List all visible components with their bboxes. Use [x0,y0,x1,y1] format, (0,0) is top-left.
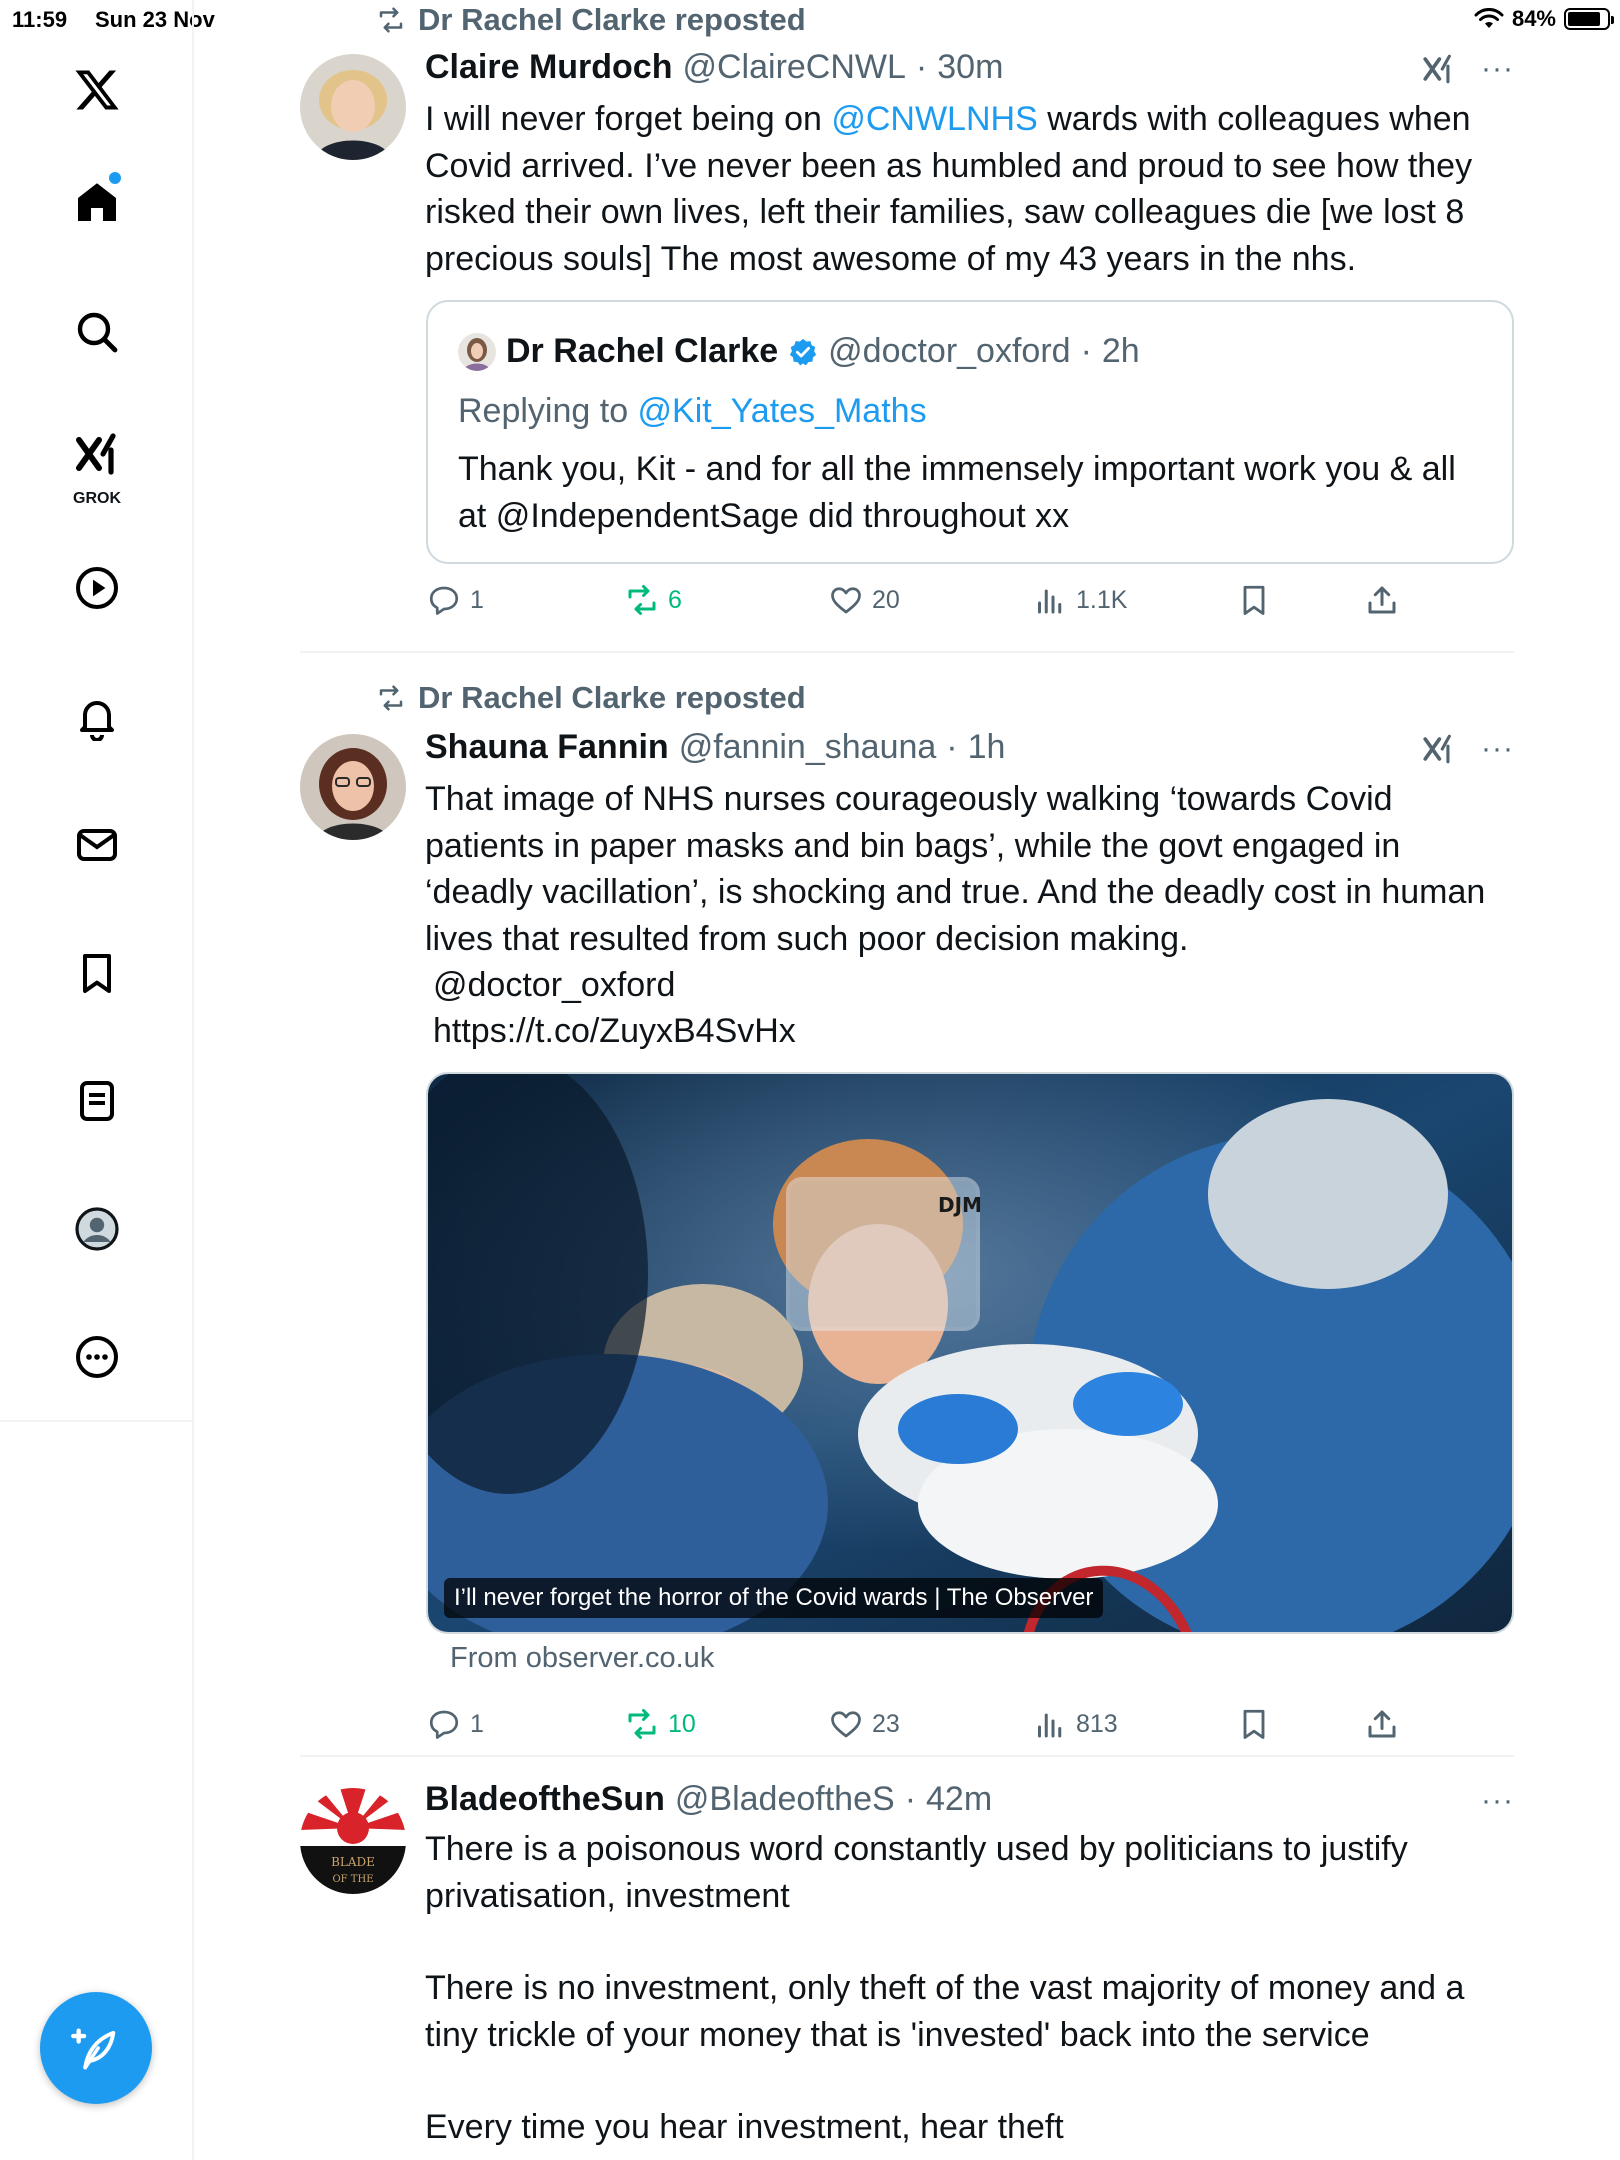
post-paragraph: There is no investment, only theft of the vast majority of money and a tiny trickle of your money that is 'invested' back into the service [425,1969,1465,2054]
like-button[interactable] [828,582,900,618]
post-text: That image of NHS nurses courageously walking ‘towards Covid patients in paper masks and bin bags’, while the govt engaged in ‘deadly vacillation’, is shocking and true. And the deadly cost in human lives that resulted from such poor decision making. [425,780,1486,958]
card-caption: I’ll never forget the horror of the Covid wards | The Observer [444,1578,1103,1618]
dot-separator: · [946,728,958,766]
author-name[interactable]: Claire Murdoch [425,48,673,86]
avatar-text-line1: BLADE [331,1855,375,1869]
views-button[interactable] [1032,582,1127,618]
status-right [1474,6,1610,32]
replying-to [458,388,1488,435]
repost-indicator [376,2,806,38]
avatar-image [300,54,406,160]
replying-to-link[interactable]: @Kit_Yates_Maths [637,392,927,430]
like-count: 20 [872,585,900,614]
avatar-text-line2: OF THE [332,1874,374,1885]
reply-icon [426,582,462,618]
author-name[interactable]: BladeoftheSun [425,1780,665,1818]
post-divider [300,651,1514,653]
nav-video[interactable] [57,548,137,628]
nav-lists[interactable] [57,1061,137,1141]
replying-prefix: Replying to [458,392,638,430]
quote-author-row [458,332,1140,371]
verified-badge-icon [788,337,818,367]
author-handle[interactable]: @ClaireCNWL [682,48,906,86]
repost-icon [624,582,660,618]
bookmark-icon [1236,1706,1272,1742]
share-icon [1364,1706,1400,1742]
author-handle[interactable]: @BladeoftheS [674,1780,895,1818]
quote-time: 2h [1101,332,1140,370]
bookmark-icon [73,949,121,997]
heart-icon [828,582,864,618]
more-circle-icon [73,1333,121,1381]
bell-icon [73,693,121,741]
dot-separator: · [915,48,928,86]
battery-percent: 84% [1511,6,1556,31]
views-count: 813 [1076,1709,1118,1738]
repost-icon [376,5,406,35]
url-text[interactable]: https://t.co/ZuyxB4SvHx [433,1012,796,1050]
nav-messages[interactable] [57,805,137,885]
heart-icon [828,1706,864,1742]
like-count: 23 [872,1709,900,1738]
reply-count: 1 [470,585,484,614]
sidebar-divider [0,1420,192,1422]
avatar-bladeofthesun[interactable] [300,1788,406,1894]
grok-icon[interactable] [1421,732,1455,766]
share-button[interactable] [1364,1706,1400,1742]
bookmark-button[interactable] [1236,1706,1272,1742]
wifi-icon [1474,8,1504,30]
author-handle[interactable]: @fannin_shauna [678,728,937,766]
nav-notifications[interactable] [57,677,137,757]
status-bar [0,0,1620,40]
dot-separator: · [904,1780,917,1818]
sidebar [0,0,194,2160]
reply-icon [426,1706,462,1742]
author-row [425,1780,992,1819]
bookmark-button[interactable] [1236,582,1272,618]
repost-button[interactable] [624,1706,696,1742]
author-row [425,48,1003,87]
envelope-icon [73,821,121,869]
x-logo[interactable] [57,50,137,130]
mention-text[interactable]: @doctor_oxford [433,966,676,1004]
grok-icon [73,430,121,478]
views-icon [1032,1706,1068,1742]
views-count: 1.1K [1076,585,1128,614]
reply-button[interactable] [426,582,484,618]
media-photo [428,1074,1514,1634]
repost-icon [624,1706,660,1742]
reply-count: 1 [470,1709,484,1738]
more-options-icon[interactable]: ··· [1481,1784,1514,1817]
profile-icon [73,1205,121,1253]
repost-text: Dr Rachel Clarke reposted [418,680,806,715]
share-button[interactable] [1364,582,1400,618]
post-actions [426,582,1514,628]
post-top-icons [1421,52,1514,86]
compose-button[interactable] [40,1992,152,2104]
avatar-image [300,1788,406,1894]
post-top-icons [1481,1784,1514,1818]
list-icon [73,1077,121,1125]
nav-bookmarks[interactable] [57,933,137,1013]
visor-label: DJM [938,1193,982,1217]
repost-count: 10 [668,1709,696,1738]
views-button[interactable] [1032,1706,1118,1742]
share-icon [1364,582,1400,618]
status-time: 11:59 [12,7,68,32]
home-notification-dot [109,172,121,184]
more-options-icon[interactable]: ··· [1481,52,1514,85]
card-source[interactable]: From observer.co.uk [450,1642,715,1674]
post-text [425,96,1515,282]
avatar-shauna-fannin[interactable] [300,734,406,840]
post-text-part: wards with colleagues when Covid arrived. I’ve never been as humbled and proud to see how they risked their own lives, left their families, saw colleagues die [we lost 8 precious souls] The most awesome of my 43 years in the nhs. [425,100,1473,278]
compose-feather-icon [70,2022,122,2074]
battery-icon [1564,8,1610,30]
status-date: Sun 23 Nov [95,7,215,32]
post-time[interactable]: 1h [967,728,1006,766]
quoted-post[interactable] [426,300,1514,564]
home-icon [73,178,121,226]
quote-avatar [458,333,496,371]
post-text-part: I will never forget being on [425,100,832,138]
post-top-icons [1421,732,1514,766]
repost-indicator [376,680,806,716]
author-row [425,728,1005,767]
bookmark-icon [1236,582,1272,618]
more-options-icon[interactable]: ··· [1481,732,1514,765]
mention-link[interactable]: @CNWLNHS [831,100,1038,138]
grok-label: GROK [73,490,121,507]
nav-more[interactable] [57,1317,137,1397]
post-time[interactable]: 42m [926,1780,993,1818]
quote-text: Thank you, Kit - and for all the immensely important work you & all at @IndependentSage did throughout xx [458,450,1456,535]
post-paragraph: There is a poisonous word constantly used by politicians to justify privatisation, investment [425,1830,1408,1915]
quote-author-name: Dr Rachel Clarke [506,332,779,370]
avatar-claire-murdoch[interactable] [300,54,406,160]
reply-button[interactable] [426,1706,484,1742]
search-icon [73,308,121,356]
repost-icon [376,683,406,713]
nav-grok[interactable] [57,420,137,506]
link-card-image[interactable] [426,1072,1514,1634]
post-time[interactable]: 30m [937,48,1004,86]
grok-icon[interactable] [1421,52,1455,86]
x-logo-icon [73,66,121,114]
nav-home[interactable] [57,162,137,242]
repost-count: 6 [668,585,682,614]
quote-author-handle: @doctor_oxford [828,332,1071,370]
post-divider [300,1755,1514,1757]
nav-profile[interactable] [57,1189,137,1269]
repost-text: Dr Rachel Clarke reposted [418,2,806,37]
dot-separator: · [1080,332,1092,370]
play-icon [73,564,121,612]
views-icon [1032,582,1068,618]
post-paragraph: Every time you hear investment, hear theft [425,2108,1064,2146]
repost-button[interactable] [624,582,682,618]
nav-explore[interactable] [57,292,137,372]
post-actions [426,1706,1514,1752]
like-button[interactable] [828,1706,900,1742]
author-name[interactable]: Shauna Fannin [425,728,669,766]
avatar-image [300,734,406,840]
